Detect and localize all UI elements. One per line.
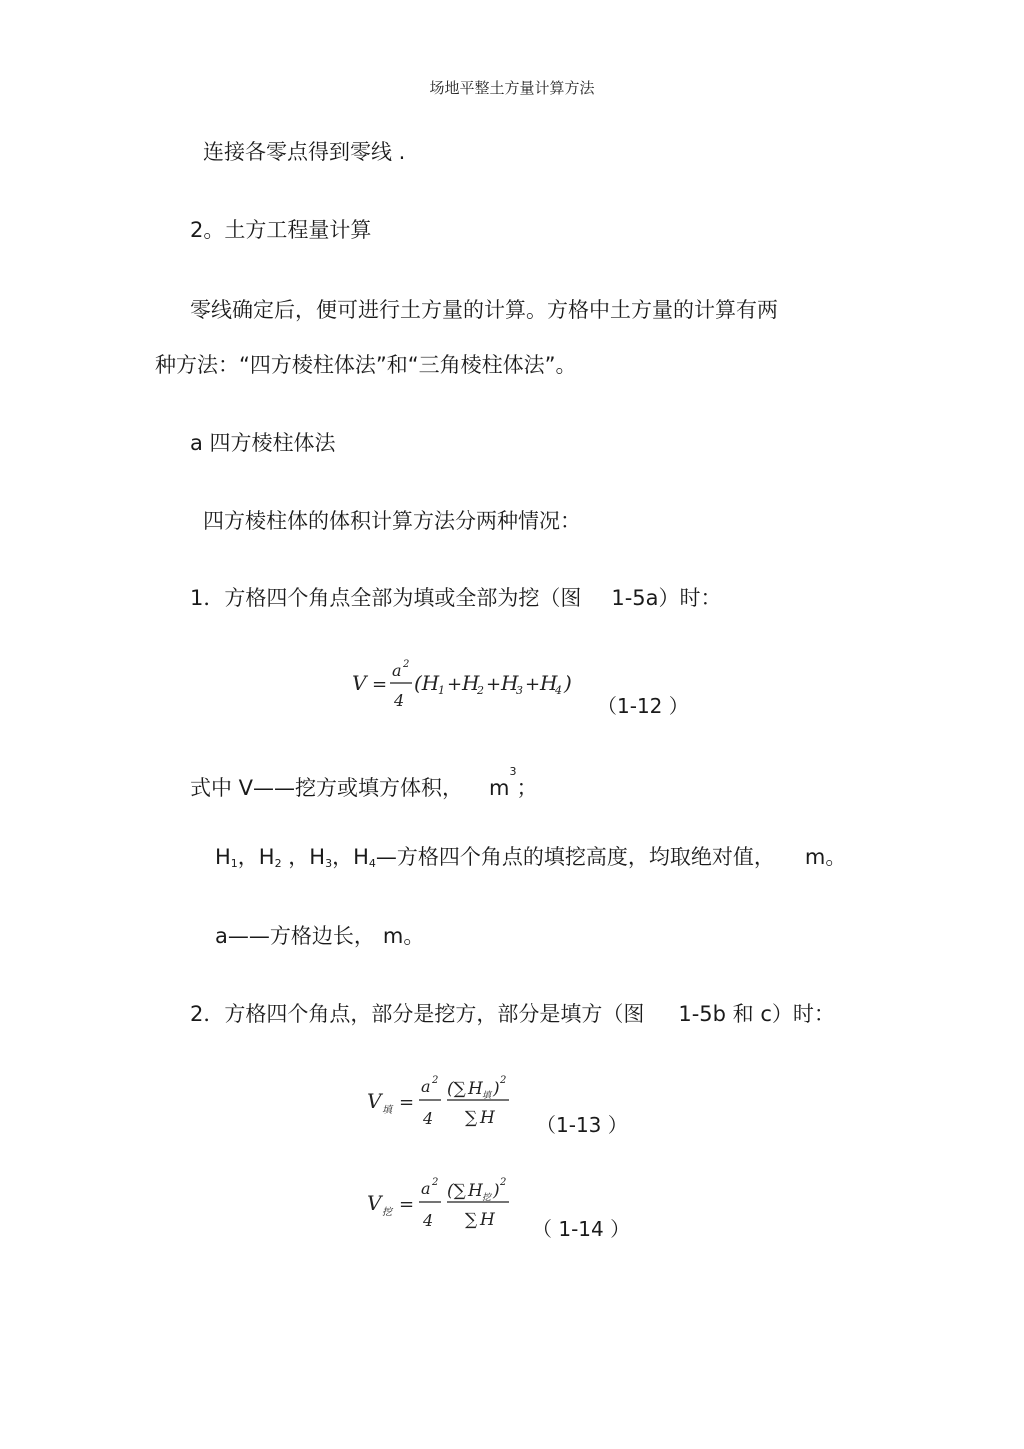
- definition-v-unit: m: [489, 776, 510, 800]
- svg-text:): ): [493, 1079, 500, 1099]
- svg-text:+: +: [486, 674, 502, 695]
- h1-symbol: H: [215, 845, 231, 869]
- svg-text:填: 填: [382, 1105, 392, 1116]
- h2-subscript: 2: [274, 857, 282, 870]
- case-2-label: 2．方格四个角点，部分是挖方，部分是填方（图: [190, 1002, 645, 1026]
- case-2-figure-ref: 1-5b 和 c）时：: [678, 1002, 835, 1026]
- svg-text:a: a: [421, 1179, 431, 1198]
- definition-v-text: 式中 V——挖方或填方体积，: [190, 776, 464, 800]
- h4-symbol: H: [353, 845, 369, 869]
- case-1-figure-ref: 1-5a）时：: [611, 586, 722, 610]
- definition-v-unit-exponent: 3: [509, 765, 517, 778]
- definition-a-unit: m。: [382, 924, 425, 948]
- svg-text:=: =: [372, 674, 388, 695]
- definition-h-text: —方格四个角点的填挖高度，均取绝对值，: [375, 845, 775, 869]
- svg-text:=: =: [399, 1092, 415, 1113]
- svg-text:∑: ∑: [465, 1210, 478, 1230]
- definition-v-semicolon: ；: [516, 776, 538, 800]
- svg-text:4: 4: [555, 684, 562, 697]
- svg-text:+: +: [447, 674, 463, 695]
- svg-text:4: 4: [423, 1211, 434, 1230]
- svg-text:2: 2: [432, 1177, 439, 1188]
- h3-symbol: H: [309, 845, 326, 869]
- formula-1-14-number: （ 1-14 ）: [532, 1217, 631, 1241]
- svg-text:H: H: [468, 1079, 483, 1099]
- definition-a: [215, 922, 424, 950]
- definition-v: [190, 765, 538, 802]
- paragraph-methods-line2: 种方法：“四方棱柱体法”和“三角棱柱体法”。: [155, 353, 577, 377]
- definition-a-text: a——方格边长，: [215, 924, 375, 948]
- formula-1-13-number: （1-13 ）: [536, 1113, 628, 1137]
- case-1-label: 1．方格四个角点全部为填或全部为挖（图: [190, 586, 582, 610]
- svg-text:H: H: [480, 1210, 495, 1230]
- subheading-prism-method: a 四方棱柱体法: [190, 431, 336, 455]
- svg-text:H: H: [480, 1108, 495, 1128]
- definition-h: [215, 843, 846, 878]
- svg-text:H: H: [468, 1181, 483, 1201]
- section-heading-earthwork: 2。土方工程量计算: [190, 218, 372, 242]
- paragraph-methods-line1: 零线确定后，便可进行土方量的计算。方格中土方量的计算有两: [190, 298, 778, 322]
- svg-text:挖: 挖: [382, 1207, 392, 1218]
- h4-subscript: 4: [368, 857, 376, 870]
- svg-text:4: 4: [423, 1109, 434, 1128]
- svg-text:H: H: [462, 671, 480, 695]
- svg-text:V: V: [367, 1191, 382, 1215]
- svg-text:1: 1: [438, 684, 445, 697]
- svg-text:2: 2: [500, 1075, 507, 1086]
- svg-text:2: 2: [477, 684, 484, 697]
- svg-text:2: 2: [403, 659, 410, 670]
- svg-text:V: V: [367, 1089, 382, 1113]
- case-1-text: [190, 584, 722, 612]
- svg-text:+: +: [525, 674, 541, 695]
- svg-text:填: 填: [482, 1091, 492, 1101]
- svg-text:a: a: [421, 1077, 431, 1096]
- svg-text:2: 2: [432, 1075, 439, 1086]
- svg-text:(∑: (∑: [447, 1079, 466, 1099]
- h2-symbol: H: [258, 845, 275, 869]
- formula-1-12: [350, 652, 600, 716]
- separator: ，: [237, 845, 259, 869]
- svg-text:∑: ∑: [465, 1108, 478, 1128]
- svg-text:挖: 挖: [482, 1193, 492, 1203]
- paragraph-zero-line: 连接各零点得到零线 .: [203, 140, 406, 164]
- page-header-title: 场地平整土方量计算方法: [429, 79, 595, 97]
- svg-text:(H: (H: [414, 671, 440, 695]
- formula-1-14: [365, 1170, 535, 1236]
- svg-text:): ): [493, 1181, 500, 1201]
- case-2-text: [190, 1000, 835, 1028]
- h3-subscript: 3: [325, 857, 333, 870]
- svg-text:H: H: [501, 671, 519, 695]
- svg-text:): ): [564, 671, 572, 695]
- svg-text:H: H: [540, 671, 558, 695]
- formula-1-13: [365, 1068, 535, 1134]
- separator: ，: [281, 845, 310, 869]
- separator: ，: [332, 845, 354, 869]
- paragraph-two-cases: 四方棱柱体的体积计算方法分两种情况：: [203, 509, 581, 533]
- definition-h-unit: m。: [804, 845, 847, 869]
- svg-text:a: a: [392, 661, 402, 680]
- svg-text:(∑: (∑: [447, 1181, 466, 1201]
- h1-subscript: 1: [230, 857, 238, 870]
- svg-text:2: 2: [500, 1177, 507, 1188]
- formula-1-12-number: （1-12 ）: [597, 694, 689, 718]
- svg-text:3: 3: [516, 684, 523, 697]
- svg-text:4: 4: [394, 691, 405, 710]
- svg-text:V: V: [352, 671, 367, 695]
- svg-text:=: =: [399, 1194, 415, 1215]
